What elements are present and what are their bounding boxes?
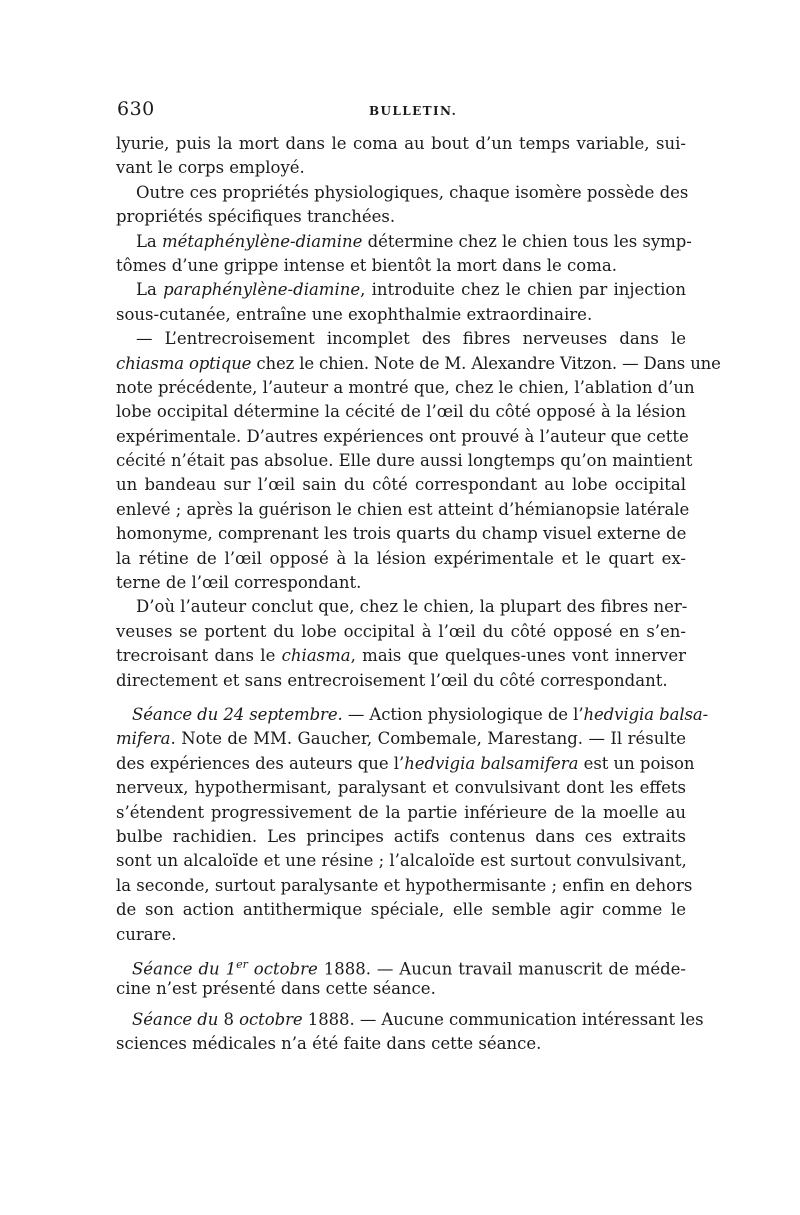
- text-line: [116, 425, 689, 449]
- text-line: [116, 1008, 704, 1032]
- text-run: La: [136, 280, 164, 300]
- text-run: un bandeau sur l’œil sain du côté correspondant au lobe occipital: [116, 475, 686, 495]
- italic-term: mifera: [116, 729, 171, 749]
- text-line: [116, 953, 686, 977]
- italic-term: hedvigia balsa-: [583, 704, 709, 724]
- text-run: D’où l’auteur conclut que, chez le chien, la plupart des fibres ner-: [136, 597, 688, 617]
- text-line: [116, 254, 686, 278]
- text-line: [116, 449, 693, 473]
- italic-term: métaphénylène-diamine: [161, 231, 363, 251]
- text-line: [116, 181, 689, 205]
- italic-term: Séance du: [132, 1009, 219, 1029]
- text-run: note précédente, l’auteur a montré que, chez le chien, l’ablation d’un: [116, 377, 695, 397]
- text-run: est un poison: [578, 753, 695, 773]
- text-run: s’étendent progressivement de la partie inférieure de la moelle au: [116, 802, 686, 822]
- text-line: [116, 595, 686, 619]
- italic-term: paraphénylène-diamine: [163, 280, 361, 300]
- paragraph: [116, 278, 686, 327]
- running-head: BULLETIN.: [369, 104, 458, 118]
- italic-term: octobre: [239, 1009, 303, 1029]
- paragraph: [116, 1008, 704, 1057]
- text-line: [116, 620, 686, 644]
- text-line: [116, 156, 686, 180]
- text-line: [116, 303, 686, 327]
- text-line: [116, 1032, 686, 1056]
- section-gap: [116, 693, 686, 703]
- italic-term: chiasma: [281, 646, 351, 666]
- text-run: cine n’est présenté dans cette séance.: [116, 979, 436, 999]
- text-run: des expériences des auteurs que l’: [116, 753, 405, 773]
- text-line: [116, 278, 686, 302]
- text-run: détermine chez le chien tous les symp-: [362, 231, 692, 251]
- italic-term: octobre: [247, 959, 318, 979]
- text-run: expérimentale. D’autres expériences ont prouvé à l’auteur que cette: [116, 426, 689, 446]
- text-run: nerveux, hypothermisant, paralysant et convulsivant dont les effets: [116, 778, 686, 798]
- text-run: , mais que quelques-unes vont innerver: [350, 646, 686, 666]
- text-run: lobe occipital détermine la cécité de l’œil du côté opposé à la lésion: [116, 402, 686, 422]
- text-run: cécité n’était pas absolue. Elle dure aussi longtemps qu’on maintient: [116, 451, 693, 471]
- text-run: — Action physiologique de l’: [342, 704, 584, 724]
- text-run: homonyme, comprenant les trois quarts du champ visuel externe de: [116, 524, 687, 544]
- text-run: . Note de MM. Gaucher, Combemale, Marestang. — Il résulte: [170, 729, 686, 749]
- text-run: chez le chien. Note de M. Alexandre Vitzon. — Dans une: [251, 353, 721, 373]
- paragraph: [116, 953, 686, 1002]
- text-line: [116, 977, 686, 1001]
- paragraph: [116, 703, 709, 947]
- text-line: [116, 376, 695, 400]
- text-run: la seconde, surtout paralysante et hypothermisante ; enfin en dehors: [116, 875, 693, 895]
- text-run: la rétine de l’œil opposé à la lésion expérimentale et le quart ex-: [116, 548, 686, 568]
- text-line: [116, 498, 690, 522]
- text-run: veuses se portent du lobe occipital à l’œil du côté opposé en s’en-: [116, 621, 686, 641]
- text-line: [116, 801, 686, 825]
- paragraph: [116, 181, 689, 230]
- text-run: tômes d’une grippe intense et bientôt la mort dans le coma.: [116, 255, 617, 275]
- paragraph: [116, 132, 686, 181]
- text-run: de son action antithermique spéciale, elle semble agir comme le: [116, 900, 686, 920]
- paragraph: [116, 230, 692, 279]
- text-line: [116, 400, 686, 424]
- text-line: [116, 776, 686, 800]
- text-run: La: [136, 231, 162, 251]
- text-run: lyurie, puis la mort dans le coma au bout d’un temps variable, sui-: [116, 134, 686, 153]
- text-run: propriétés spécifiques tranchées.: [116, 207, 396, 227]
- text-line: [116, 205, 686, 229]
- italic-term: chiasma optique: [116, 353, 252, 373]
- text-run: sciences médicales n’a été faite dans cette séance.: [116, 1034, 542, 1054]
- paragraph: [116, 595, 686, 693]
- text-line: [116, 898, 686, 922]
- text-line: [116, 473, 686, 497]
- text-line: [116, 669, 686, 693]
- text-run: enlevé ; après la guérison le chien est atteint d’hémianopsie latérale: [116, 499, 690, 519]
- text-line: [116, 327, 686, 351]
- text-line: [116, 727, 686, 751]
- text-run: sous-cutanée, entraîne une exophthalmie extraordinaire.: [116, 304, 593, 324]
- text-line: [116, 849, 686, 873]
- text-line: [116, 874, 693, 898]
- text-run: vant le corps employé.: [116, 158, 305, 178]
- text-run: — L’entrecroisement incomplet des fibres nerveuses dans le: [136, 329, 686, 349]
- text-line: [116, 352, 721, 376]
- text-run: 8: [218, 1009, 240, 1029]
- italic-term: Séance du 1: [132, 959, 237, 979]
- text-line: [116, 703, 709, 727]
- paragraph: [116, 327, 721, 595]
- text-line: [116, 923, 686, 947]
- text-run: terne de l’œil correspondant.: [116, 573, 362, 593]
- superscript: er: [236, 957, 248, 971]
- body-text: [116, 132, 721, 1056]
- text-run: bulbe rachidien. Les principes actifs contenus dans ces extraits: [116, 826, 686, 846]
- text-run: Outre ces propriétés physiologiques, chaque isomère possède des: [136, 182, 689, 202]
- page-header: [117, 98, 687, 128]
- text-line: [116, 752, 695, 776]
- page-number: 630: [117, 98, 155, 120]
- text-run: curare.: [116, 924, 177, 944]
- text-line: [116, 825, 686, 849]
- text-line: [116, 571, 686, 595]
- text-line: [116, 230, 692, 254]
- text-run: directement et sans entrecroisement l’œil du côté correspondant.: [116, 670, 668, 690]
- text-run: 1888. — Aucune communication intéressant les: [302, 1009, 704, 1029]
- text-line: [116, 547, 686, 571]
- text-line: [116, 644, 686, 668]
- text-run: , introduite chez le chien par injection: [360, 280, 686, 300]
- text-run: sont un alcaloïde et une résine ; l’alcaloïde est surtout convulsivant,: [116, 851, 687, 871]
- italic-term: hedvigia balsamifera: [404, 753, 579, 773]
- italic-term: Séance du 24 septembre.: [132, 704, 343, 724]
- text-line: [116, 522, 686, 546]
- text-run: trecroisant dans le: [116, 646, 282, 666]
- text-run: 1888. — Aucun travail manuscrit de méde-: [317, 959, 687, 979]
- text-line: [116, 132, 686, 156]
